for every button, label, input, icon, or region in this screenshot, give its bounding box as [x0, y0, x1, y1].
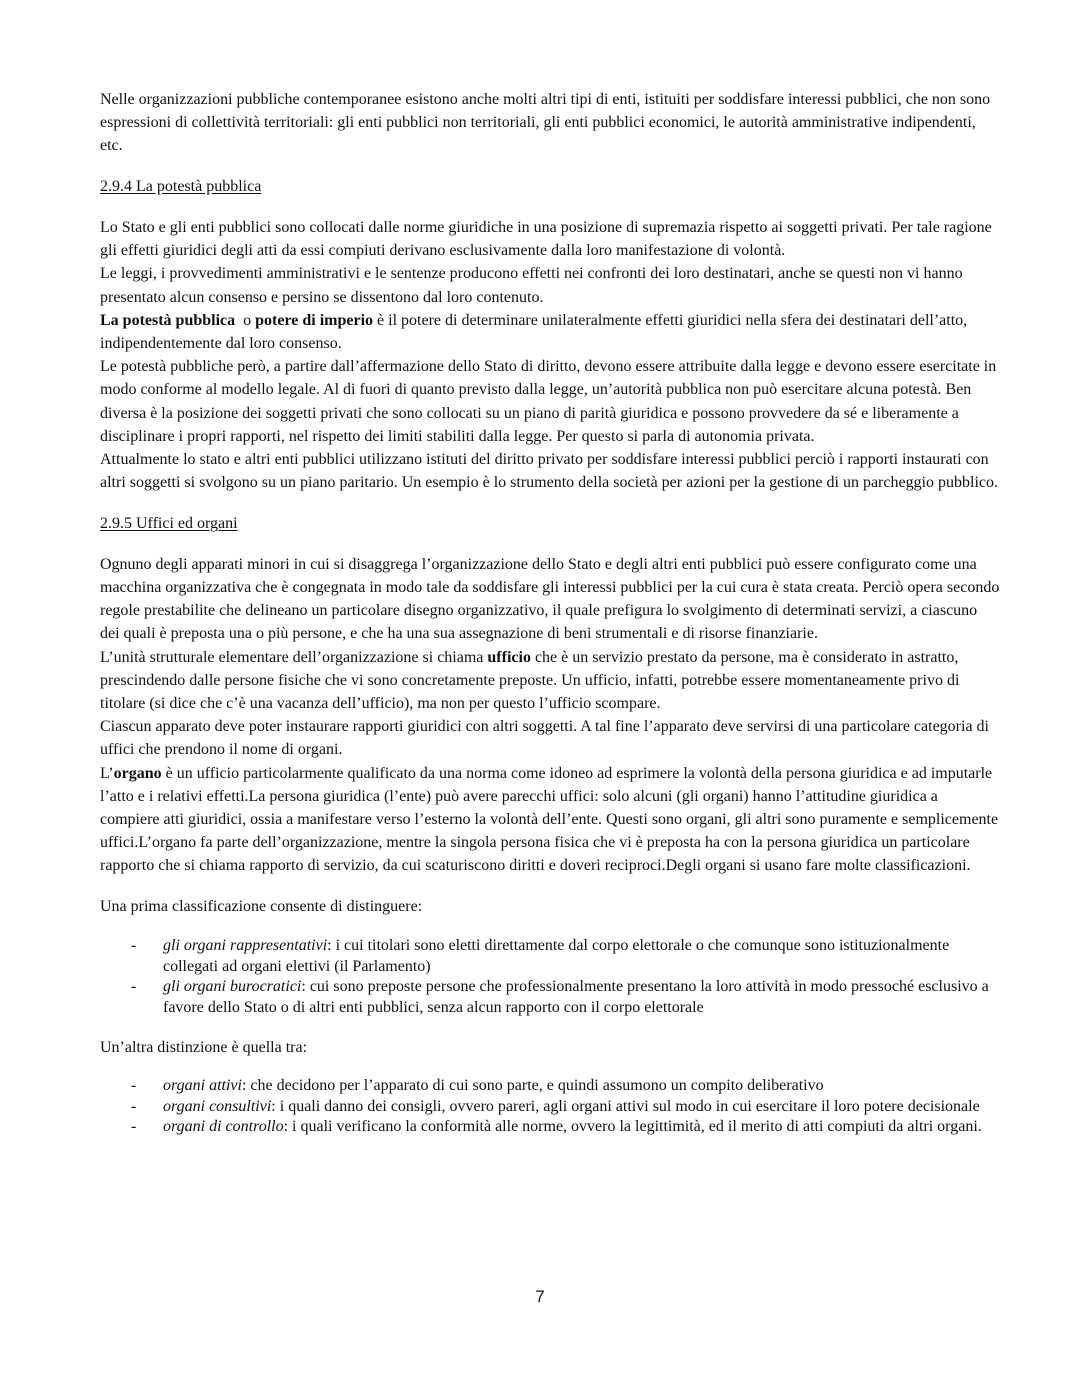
- uffici-paragraph-3: Ciascun apparato deve poter instaurare rapporti giuridici con altri soggetti. A tal fine l’apparato deve servirsi di una particolare categoria di uffici che prendono il nome di organi.: [100, 718, 989, 759]
- potesta-paragraph-5: Attualmente lo stato e altri enti pubblici utilizzano istituti del diritto privato per soddisfare interessi pubblici perciò i rapporti instaurati con altri soggetti si svolgono su un piano paritario. Un esempio è lo strumento della società per azioni per la gestione di un parcheggio pubblico.: [100, 451, 999, 492]
- list-item-term: gli organi rappresentativi: [163, 937, 328, 955]
- intro-paragraph: Nelle organizzazioni pubbliche contemporanee esistono anche molti altri tipi di enti, istituiti per soddisfare interessi pubblici, che non sono espressioni di collettività territoriali: gli enti pubblici non territoriali, gli enti pubblici economici, le autorità amministrative indipendenti, etc.: [100, 91, 991, 155]
- list-bullet: -: [131, 1097, 137, 1115]
- potesta-paragraph-1: Lo Stato e gli enti pubblici sono collocati dalle norme giuridiche in una posizione di supremazia rispetto ai soggetti privati. Per tale ragione gli effetti giuridici degli atti da essi compiuti derivano esclusivamente dalla loro manifestazione di volontà.: [100, 219, 992, 260]
- term-ufficio: ufficio: [487, 648, 531, 666]
- list-item: [100, 1097, 1000, 1118]
- list-item-text: : i quali danno dei consigli, ovvero pareri, agli organi attivi sul modo in cui esercitare il loro potere decisionale: [271, 1097, 980, 1115]
- organo-definition: è un ufficio particolarmente qualificato da una norma come idoneo ad esprimere la volontà della persona giuridica e ad imputarle l’atto e i relativi effetti.La persona giuridica (l’ente) può avere parecchi uffici: solo alcuni (gli organi) hanno l’attitudine giuridica a compiere atti giuridici, ossia a manifestare verso l’esterno la volontà dell’ente. Questi sono organi, gli altri sono puramente e semplicemente uffici.L’organo fa parte dell’organizzazione, mentre la singola persona fisica che vi è preposta ha con la persona giuridica un particolare rapporto che si chiama rapporto di servizio, da cui scaturiscono diritti e doveri reciproci.Degli organi si usano fare molte classificazioni.: [100, 764, 999, 875]
- uffici-paragraph-2: [100, 646, 1000, 716]
- term-organo: organo: [113, 764, 162, 782]
- list-item-term: organi attivi: [163, 1077, 242, 1095]
- section-heading-2-9-4: 2.9.4 La potestà pubblica: [100, 178, 262, 196]
- classification-1-intro: Una prima classificazione consente di distinguere:: [100, 898, 423, 916]
- ufficio-intro-text: L’unità strutturale elementare dell’organizzazione si chiama: [100, 648, 488, 666]
- list-item-term: organi di controllo: [163, 1118, 284, 1136]
- list-bullet: -: [131, 1077, 137, 1095]
- list-item-term: organi consultivi: [163, 1097, 272, 1115]
- connector-text: o: [235, 311, 256, 329]
- organo-prefix: L’: [100, 764, 114, 782]
- list-bullet: -: [131, 978, 137, 996]
- classification-1-list: [100, 936, 1000, 1018]
- potesta-definition: è il potere di determinare unilateralmente effetti giuridici nella sfera dei destinatari dell’atto, indipendentemente dal loro consenso.: [100, 311, 968, 353]
- list-item: [100, 977, 1000, 1018]
- potesta-paragraph-4: Le potestà pubbliche però, a partire dall’affermazione dello Stato di diritto, devono essere attribuite dalla legge e devono essere esercitate in modo conforme al modello legale. Al di fuori di quanto previsto dalla legge, un’autorità pubblica non può esercitare alcuna potestà. Ben diversa è la posizione dei soggetti privati che sono collocati su un piano di parità giuridica e possono provvedere da sé e liberamente a disciplinare i propri rapporti, nel rispetto dei limiti stabiliti dalla legge. Per questo si parla di autonomia privata.: [100, 358, 997, 445]
- uffici-paragraph-1: Ognuno degli apparati minori in cui si disaggrega l’organizzazione dello Stato e degli altri enti pubblici può essere configurato come una macchina organizzativa che è congegnata in modo tale da soddisfare gli interessi pubblici per la cui cura è stata creata. Perciò opera secondo regole prestabilite che delineano un particolare disegno organizzativo, il quale prefigura lo svolgimento di determinati servizi, a ciascuno dei quali è preposta una o più persone, e che ha una sua assegnazione di beni strumentali e di risorse finanziarie.: [100, 555, 1000, 643]
- list-item: [100, 1117, 1000, 1138]
- uffici-paragraph-4: [100, 762, 1000, 878]
- ufficio-definition: che è un servizio prestato da persone, ma è considerato in astratto, prescindendo dalle persone fisiche che vi sono concretamente preposte. Un ufficio, infatti, potrebbe essere momentaneamente privo di titolare (si dice che c’è una vacanza dell’ufficio), ma non per questo l’ufficio scompare.: [100, 648, 960, 713]
- potesta-paragraph-3: [100, 309, 1000, 355]
- document-page: [100, 88, 1000, 1138]
- classification-2-intro: Un’altra distinzione è quella tra:: [100, 1038, 308, 1056]
- page-number: 7: [535, 1287, 545, 1306]
- list-bullet: -: [131, 1118, 137, 1136]
- list-item-term: gli organi burocratici: [163, 978, 302, 996]
- classification-2-list: [100, 1076, 1000, 1138]
- list-item-text: : i quali verificano la conformità alle norme, ovvero la legittimità, ed il merito di atti compiuti da altri organi.: [283, 1118, 982, 1136]
- list-item-text: : i cui titolari sono eletti direttamente dal corpo elettorale o che comunque sono istituzionalmente collegati ad organi elettivi (il Parlamento): [163, 937, 950, 975]
- list-item-text: : cui sono preposte persone che professionalmente presentano la loro attività in modo pressoché esclusivo a favore dello Stato o di altri enti pubblici, senza alcun rapporto con il corpo elettorale: [163, 978, 989, 1016]
- term-potesta-pubblica: La potestà pubblica: [100, 311, 236, 329]
- section-heading-2-9-5: 2.9.5 Uffici ed organi: [100, 515, 238, 533]
- list-item: [100, 936, 1000, 977]
- potesta-paragraph-2: Le leggi, i provvedimenti amministrativi e le sentenze producono effetti nei confronti dei loro destinatari, anche se questi non vi hanno presentato alcun consenso e persino se dissentono dal loro contenuto.: [100, 265, 963, 306]
- list-item-text: : che decidono per l’apparato di cui sono parte, e quindi assumono un compito deliberativo: [241, 1077, 824, 1095]
- list-item: [100, 1076, 1000, 1097]
- list-bullet: -: [131, 937, 137, 955]
- term-potere-di-imperio: potere di imperio: [255, 311, 374, 329]
